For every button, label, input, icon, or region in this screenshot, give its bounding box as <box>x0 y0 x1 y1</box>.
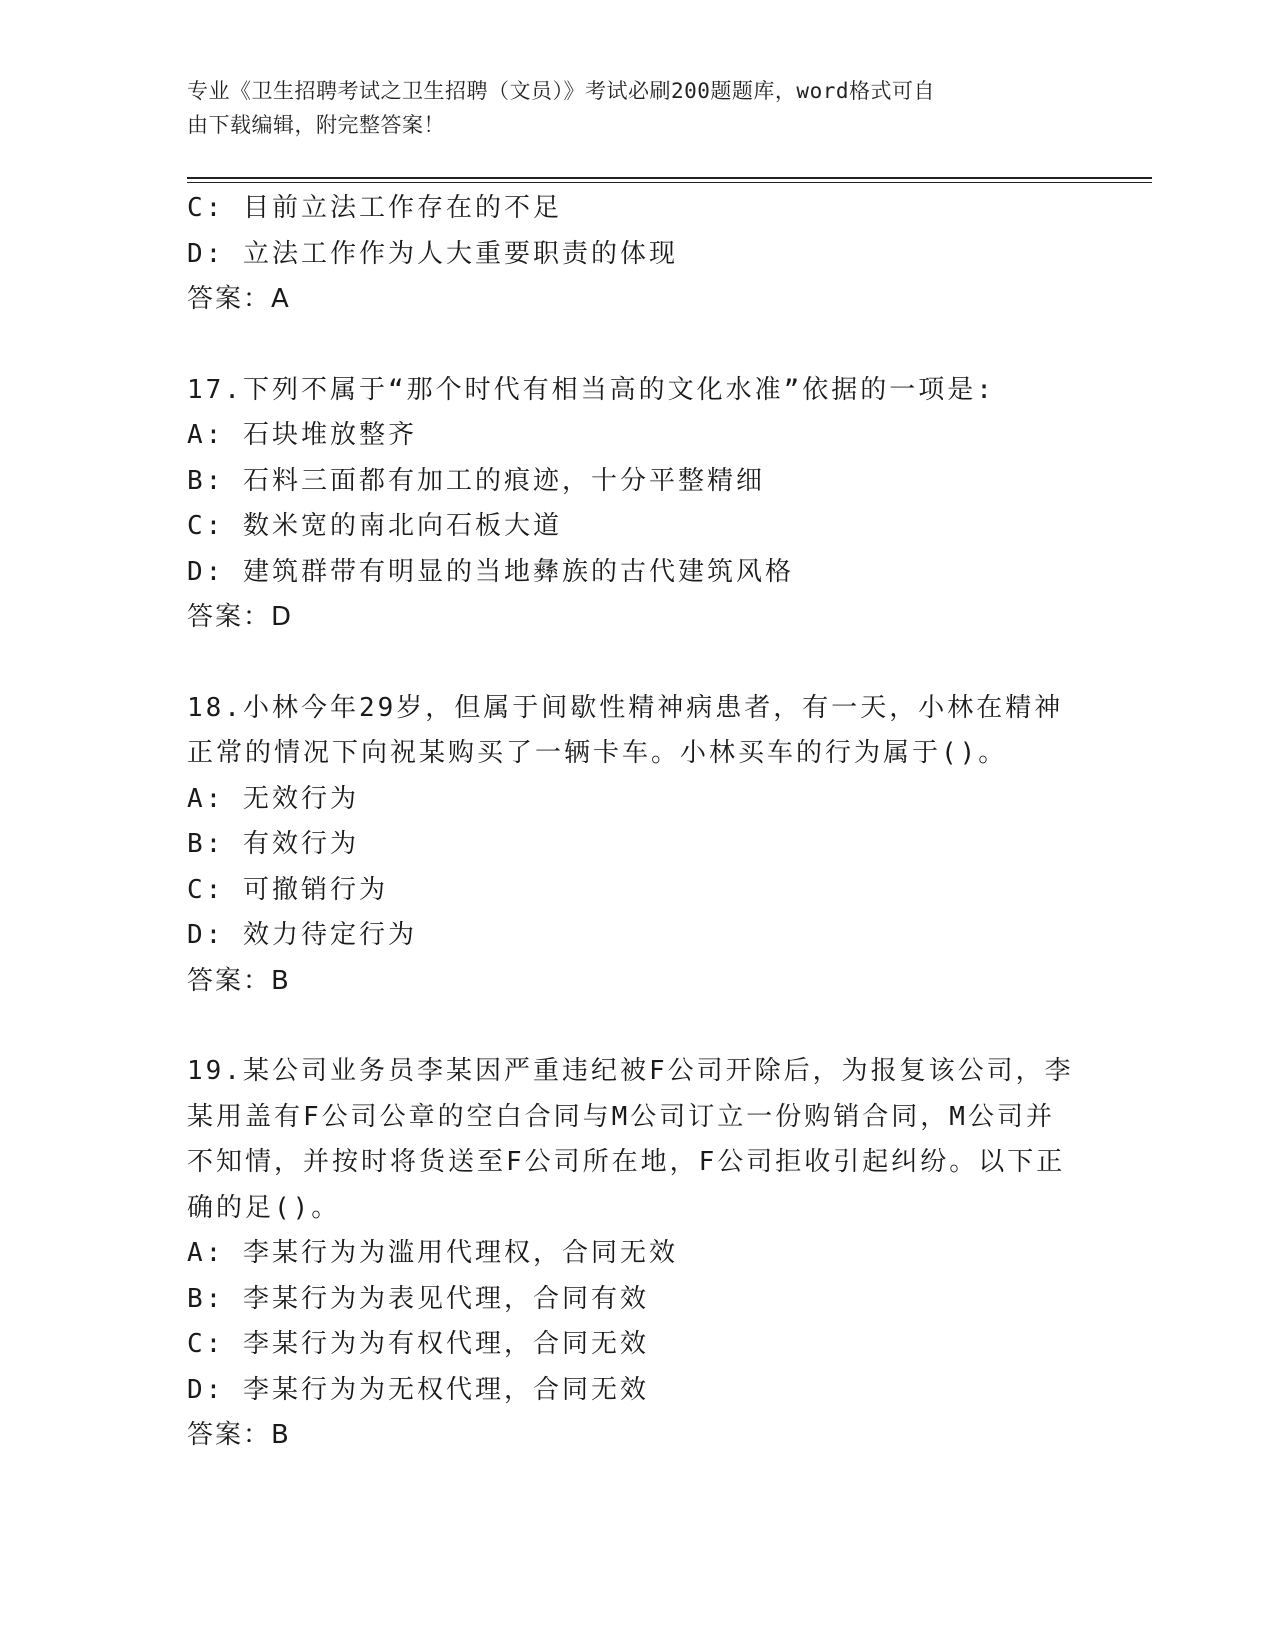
option-c: C: 数米宽的南北向石板大道 <box>187 511 562 541</box>
spacer <box>187 641 1087 686</box>
question-list <box>187 186 1087 1459</box>
option-d: D: 李某行为为无权代理，合同无效 <box>187 1374 649 1405</box>
document-header <box>187 74 1067 142</box>
option-a: A: 石块堆放整齐 <box>187 420 417 450</box>
option-a: A: 无效行为 <box>187 783 359 814</box>
option-d: D: 效力待定行为 <box>187 920 417 950</box>
answer-line: 答案：B <box>187 965 291 996</box>
option-b: B: 石料三面都有加工的痕迹，十分平整精细 <box>187 465 765 496</box>
option-b: B: 李某行为为表见代理，合同有效 <box>187 1283 649 1314</box>
header-line-1: 专业《卫生招聘考试之卫生招聘（文员）》考试必刷200题题库，word格式可自 <box>187 79 935 103</box>
question-block-18 <box>187 686 1087 1005</box>
header-divider-thick <box>187 177 1152 179</box>
option-b: B: 有效行为 <box>187 829 359 859</box>
answer-line: 答案：A <box>187 284 291 314</box>
spacer <box>187 1004 1087 1049</box>
question-stem-line-4: 确的足()。 <box>187 1192 341 1223</box>
question-block-17 <box>187 368 1087 641</box>
question-block-19 <box>187 1049 1087 1459</box>
option-d: D: 立法工作作为人大重要职责的体现 <box>187 238 678 269</box>
question-stem-line-1: 18.小林今年29岁，但属于间歇性精神病患者，有一天，小林在精神 <box>187 692 1064 723</box>
answer-line: 答案：B <box>187 1420 291 1450</box>
question-block-previous <box>187 186 1087 323</box>
question-stem-line-2: 正常的情况下向祝某购买了一辆卡车。小林买车的行为属于()。 <box>187 738 1008 768</box>
question-stem-line-2: 某用盖有F公司公章的空白合同与M公司订立一份购销合同，M公司并 <box>187 1101 1055 1132</box>
header-line-2: 由下载编辑，附完整答案！ <box>187 113 445 137</box>
answer-line: 答案：D <box>187 602 294 632</box>
option-c: C: 李某行为为有权代理，合同无效 <box>187 1329 649 1359</box>
option-c: C: 目前立法工作存在的不足 <box>187 193 562 223</box>
option-a: A: 李某行为为滥用代理权，合同无效 <box>187 1238 678 1268</box>
spacer <box>187 323 1087 368</box>
question-stem-line-1: 19.某公司业务员李某因严重违纪被F公司开除后，为报复该公司，李 <box>187 1056 1074 1086</box>
question-stem-line-3: 不知情，并按时将货送至F公司所在地，F公司拒收引起纠纷。以下正 <box>187 1147 1066 1177</box>
option-c: C: 可撤销行为 <box>187 874 388 905</box>
question-stem: 17.下列不属于“那个时代有相当高的文化水准”依据的一项是: <box>187 374 995 405</box>
header-divider-thin <box>187 182 1152 183</box>
option-d: D: 建筑群带有明显的当地彝族的古代建筑风格 <box>187 556 794 587</box>
